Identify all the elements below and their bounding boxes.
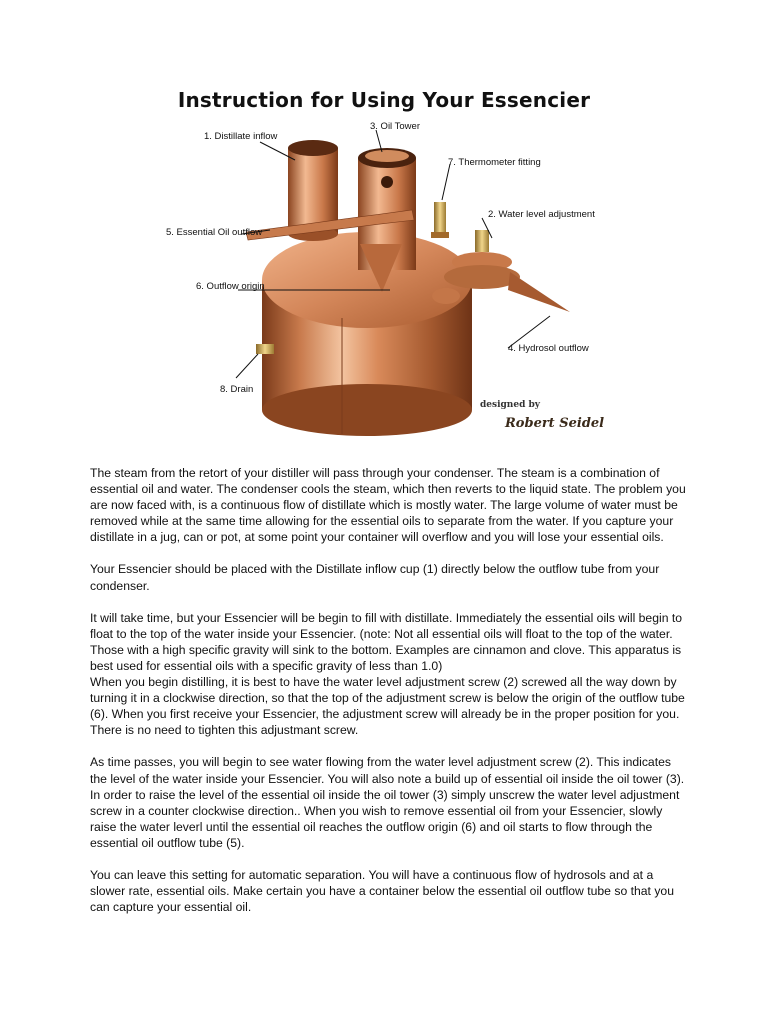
paragraph: You can leave this setting for automatic separation. You will have a continuous flow of hydrosols and at a slower rate, essential oils. Make certain you have a container below the essential oil outflow tube so that you can capture your essential oil. bbox=[90, 867, 674, 915]
designer-signature: Robert Seidel bbox=[505, 416, 605, 431]
callout-drain: 8. Drain bbox=[220, 384, 254, 395]
paragraph: Your Essencier should be placed with the Distillate inflow cup (1) directly below the outflow tube from your condenser. bbox=[90, 562, 660, 593]
callout-thermometer-fitting: 7. Thermometer fitting bbox=[448, 157, 541, 168]
callout-oil-tower: 3. Oil Tower bbox=[370, 121, 420, 132]
callout-distillate-inflow: 1. Distillate inflow bbox=[204, 131, 278, 142]
paragraph: When you begin distilling, it is best to have the water level adjustment screw (2) screwed all the way down by turning it in a clockwise direction, so that the top of the adjustment screw is below the origin of the outflow tube (6). When you first receive your Essencier, the adjustment screw will already be in the proper position for you. There is no need to tighten this adjustmant screw. bbox=[90, 675, 685, 738]
hydrosol-outflow-spout bbox=[432, 230, 570, 312]
callout-essential-oil-outflow: 5. Essential Oil outflow bbox=[166, 227, 263, 238]
callout-outflow-origin: 6. Outflow origin bbox=[196, 281, 265, 292]
designer-credit-label: designed by bbox=[480, 400, 541, 410]
drain-valve bbox=[256, 344, 274, 354]
paragraph: The steam from the retort of your distiller will pass through your condenser. The steam is a combination of essential oil and water. The condenser cools the steam, which then reverts to the liquid state. The problem you are now faced with, is a continuous flow of distillate which is mostly water. The large volume of water must be removed while at the same time allowing for the essential oils to separate from the water. If you capture your distillate in a jug, can or pot, at some point your container will overflow and you will lose your essential oils. bbox=[90, 466, 686, 545]
paragraph: As time passes, you will begin to see water flowing from the water level adjustment screw (2). This indicates the level of the water inside your Essencier. You will also note a build up of essential oil inside the oil tower (3). In order to raise the level of the essential oil inside the oil tower (3) simply unscrew the water level adjustment screw in a counter clockwise direction.. When you wish to remove essential oil from your Essencier, slowly raise the water leverl until the essential oil reaches the outflow origin (6) and oil starts to flow through the essential oil outflow tube (5). bbox=[90, 755, 685, 850]
document-title: Instruction for Using Your Essencier bbox=[177, 88, 591, 112]
paragraph: It will take time, but your Essencier will be begin to fill with distillate. Immediately the essential oils will begin to float to the top of the water inside your Essencier. (note: Not all essential oils will float to the top of the water. Those with a high specific gravity will sink to the bottom. Examples are cinnamon and clove. This apparatus is best used for essential oils with a specific gravity of less than 1.0) bbox=[90, 610, 683, 673]
callout-water-level-adjustment: 2. Water level adjustment bbox=[488, 209, 595, 220]
callout-hydrosol-outflow: 4. Hydrosol outflow bbox=[508, 343, 589, 354]
thermometer-fitting bbox=[431, 202, 449, 238]
instruction-text bbox=[90, 465, 690, 931]
